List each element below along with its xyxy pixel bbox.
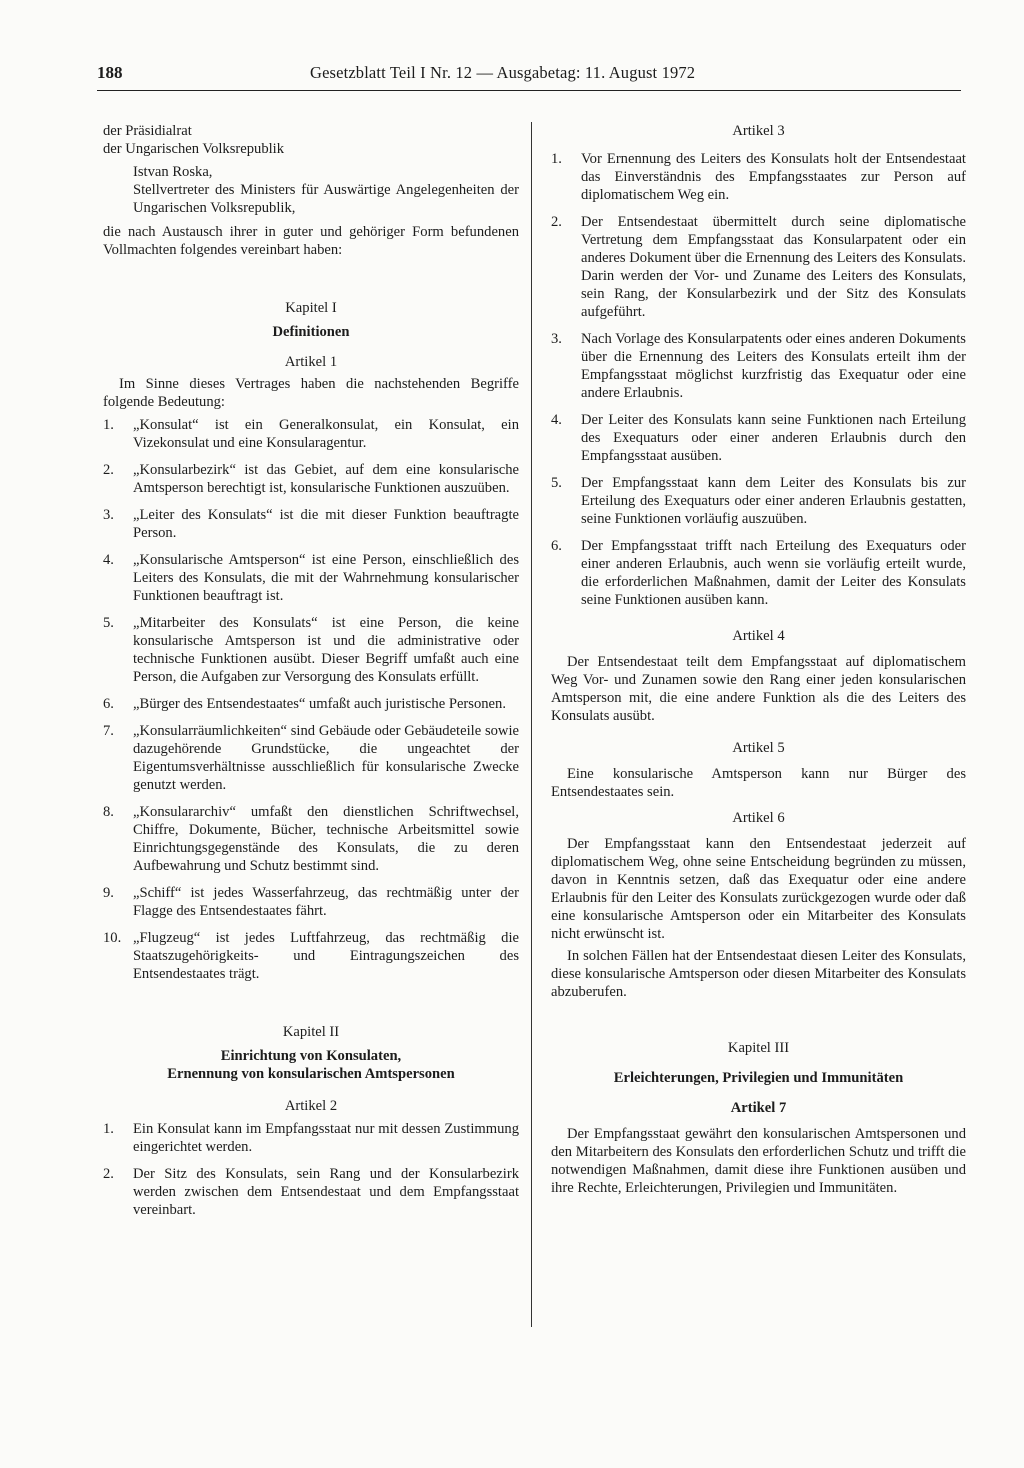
- chapter-label: Kapitel I: [285, 300, 337, 316]
- item-number: 5.: [551, 475, 562, 491]
- article-paragraph: Der Empfangsstaat gewährt den konsularischen Amtspersonen und den Mitarbeitern des Konsulats den erforderlichen Schutz und trifft die notwendigen Maßnahmen, damit diese ihre Funktionen ausüben und ihre Rechte, Erleichterungen, Privilegien und Immunitäten.: [551, 1126, 966, 1196]
- list-item: [103, 614, 519, 686]
- list-item: [551, 474, 966, 528]
- chapter-label: Kapitel III: [727, 1040, 790, 1056]
- article-heading: Artikel 1: [284, 354, 338, 370]
- item-text: Der Sitz des Konsulats, sein Rang und der Konsularbezirk werden zwischen dem Entsendestaat und dem Empfangsstaat vereinbart.: [133, 1166, 519, 1218]
- item-text: „Flugzeug“ ist jedes Luftfahrzeug, das rechtmäßig die Staatszugehörigkeits- und Eintragungszeichen des Entsendestaates trägt.: [133, 930, 519, 982]
- list-item: [103, 506, 519, 542]
- item-number: 8.: [103, 804, 114, 820]
- article-paragraph: In solchen Fällen hat der Entsendestaat diesen Leiter des Konsulats, diese konsularische Amtsperson oder diesen Mitarbeiter des Konsulats abzuberufen.: [551, 948, 966, 1000]
- list-item: [551, 330, 966, 402]
- item-number: 6.: [551, 538, 562, 554]
- article-paragraph: Der Empfangsstaat kann den Entsendestaat jederzeit auf diplomatischem Weg, ohne seine Entscheidung begründen zu müssen, davon in Kenntnis setzen, daß das Exequatur oder eine andere Erlaubnis für den Leiter des Konsulats zurückgezogen wurde oder daß eine konsularische Amtsperson oder ein Mitarbeiter des Konsulats nicht erwünscht ist.: [551, 836, 966, 942]
- chapter-title: Erleichterungen, Privilegien und Immunitäten: [613, 1070, 904, 1086]
- item-text: „Konsularbezirk“ ist das Gebiet, auf dem eine konsularische Amtsperson berechtigt ist, konsularische Funktionen auszuüben.: [133, 462, 519, 496]
- intro-line: der Präsidialrat: [103, 123, 192, 139]
- list-item: [103, 551, 519, 605]
- item-number: 3.: [103, 507, 114, 523]
- item-number: 1.: [551, 151, 562, 167]
- page-number: 188: [97, 63, 123, 82]
- list-item: [103, 884, 519, 920]
- item-text: „Konsulararchiv“ umfaßt den dienstlichen Schriftwechsel, Chiffre, Dokumente, Bücher, technische Arbeitsmittel sowie Einrichtungsgegenstände des Konsulats, die zu deren Aufbewahrung und Schutz bestimmt sind.: [133, 804, 519, 874]
- item-number: 1.: [103, 1121, 114, 1137]
- list-item: [103, 722, 519, 794]
- running-title: Gesetzblatt Teil I Nr. 12 — Ausgabetag: 11. August 1972: [310, 63, 696, 82]
- item-text: Nach Vorlage des Konsularpatents oder eines anderen Dokuments über die Ernennung des Leiters des Konsulats erteilt ihm der Empfangsstaat möglichst kurzfristig das Exequatur oder eine andere Erlaubnis.: [581, 331, 966, 401]
- list-item: [103, 695, 519, 713]
- item-text: „Bürger des Entsendestaates“ umfaßt auch juristische Personen.: [133, 696, 506, 712]
- item-number: 3.: [551, 331, 562, 347]
- article-2-list: [103, 1120, 519, 1219]
- item-number: 4.: [551, 412, 562, 428]
- article-paragraph: Der Entsendestaat teilt dem Empfangsstaat auf diplomatischem Weg Vor- und Zunamen sowie den Rang einer jeden konsularischen Amtsperson mit, die eine andere Funktion als die des Leiters des Konsulats ausübt.: [551, 654, 966, 724]
- signatory-name: Istvan Roska,: [133, 164, 213, 180]
- item-text: „Konsularische Amtsperson“ ist eine Person, einschließlich des Leiters des Konsulats, die mit der Wahrnehmung konsularischer Funktionen beauftragt ist.: [133, 552, 519, 604]
- item-number: 2.: [103, 1166, 114, 1182]
- header-rule: [97, 90, 961, 91]
- article-heading: Artikel 2: [284, 1098, 338, 1114]
- list-item: [551, 411, 966, 465]
- item-number: 5.: [103, 615, 114, 631]
- article-intro: Im Sinne dieses Vertrages haben die nachstehenden Begriffe folgende Bedeutung:: [103, 376, 519, 410]
- article-heading: Artikel 3: [732, 123, 785, 139]
- article-heading: Artikel 7: [730, 1100, 787, 1116]
- item-text: Der Empfangsstaat kann dem Leiter des Konsulats bis zur Erteilung des Exequaturs oder einer anderen Erlaubnis gestatten, seine Funktionen vorläufig auszuüben.: [581, 475, 966, 527]
- article-heading: Artikel 5: [732, 740, 785, 756]
- left-column: [103, 122, 519, 1219]
- signatory-title: Stellvertreter des Ministers für Auswärtige Angelegenheiten der Ungarischen Volksrepublik,: [133, 182, 519, 216]
- item-text: Der Entsendestaat übermittelt durch seine diplomatische Vertretung dem Empfangsstaat das Konsularpatent oder ein anderes Dokument über die Ernennung des Leiters des Konsulats. Darin werden der Vor- und Zuname des Leiters des Konsulats, sein Rang, der Konsularbezirk und der Sitz des Konsulats aufgeführt.: [581, 214, 966, 320]
- chapter-title: Ernennung von konsularischen Amtspersonen: [167, 1066, 455, 1082]
- item-text: Ein Konsulat kann im Empfangsstaat nur mit dessen Zustimmung eingerichtet werden.: [133, 1121, 519, 1155]
- item-number: 9.: [103, 885, 114, 901]
- item-text: Der Leiter des Konsulats kann seine Funktionen nach Erteilung des Exequaturs oder einer anderen Erlaubnis durch den Empfangsstaat ausüben.: [581, 412, 966, 464]
- list-item: [103, 1120, 519, 1156]
- list-item: [551, 537, 966, 609]
- item-text: Vor Ernennung des Leiters des Konsulats holt der Entsendestaat das Einverständnis des Empfangsstaates zur Person auf diplomatischem Weg ein.: [581, 151, 966, 203]
- chapter-title: Einrichtung von Konsulaten,: [220, 1048, 402, 1064]
- intro-line: der Ungarischen Volksrepublik: [103, 141, 285, 157]
- article-heading: Artikel 4: [732, 628, 785, 644]
- item-number: 10.: [103, 930, 122, 946]
- agreement-paragraph: die nach Austausch ihrer in guter und gehöriger Form befundenen Vollmachten folgendes vereinbart haben:: [103, 224, 519, 258]
- article-heading: Artikel 6: [732, 810, 785, 826]
- item-text: „Mitarbeiter des Konsulats“ ist eine Person, die keine konsularische Amtsperson ist und die administrative oder technische Funktionen ausübt. Dieser Begriff umfaßt auch eine Person, die Aufgaben zur Versorgung des Konsulats erfüllt.: [133, 615, 519, 685]
- article-paragraph: Eine konsularische Amtsperson kann nur Bürger des Entsendestaates sein.: [551, 766, 966, 800]
- item-text: „Schiff“ ist jedes Wasserfahrzeug, das rechtmäßig unter der Flagge des Entsendestaates fährt.: [133, 885, 519, 919]
- column-divider: [531, 122, 532, 1327]
- item-text: „Leiter des Konsulats“ ist die mit dieser Funktion beauftragte Person.: [133, 507, 519, 541]
- item-text: Der Empfangsstaat trifft nach Erteilung des Exequaturs oder einer anderen Erlaubnis, auch wenn sie vorläufig erteilt wurde, die erforderlichen Maßnahmen, damit der Leiter des Konsulats seine Funktionen ausüben kann.: [581, 538, 966, 608]
- item-text: „Konsulat“ ist ein Generalkonsulat, ein Konsulat, ein Vizekonsulat und eine Konsularagentur.: [133, 417, 519, 451]
- item-number: 2.: [103, 462, 114, 478]
- page-header: [97, 62, 961, 92]
- item-number: 6.: [103, 696, 114, 712]
- list-item: [551, 213, 966, 321]
- list-item: [103, 416, 519, 452]
- item-number: 1.: [103, 417, 114, 433]
- chapter-title: Definitionen: [272, 324, 350, 340]
- chapter-label: Kapitel II: [282, 1024, 340, 1040]
- item-number: 2.: [551, 214, 562, 230]
- definition-list: [103, 416, 519, 983]
- item-number: 4.: [103, 552, 114, 568]
- article-3-list: [551, 150, 966, 609]
- item-text: „Konsularräumlichkeiten“ sind Gebäude oder Gebäudeteile sowie dazugehörende Grundstücke, die ungeachtet der Eigentumsverhältnisse ausschließlich für konsularische Zwecke genutzt werden.: [133, 723, 519, 793]
- list-item: [103, 1165, 519, 1219]
- list-item: [103, 461, 519, 497]
- item-number: 7.: [103, 723, 114, 739]
- list-item: [103, 803, 519, 875]
- right-column: [551, 122, 966, 1197]
- list-item: [551, 150, 966, 204]
- list-item: [103, 929, 519, 983]
